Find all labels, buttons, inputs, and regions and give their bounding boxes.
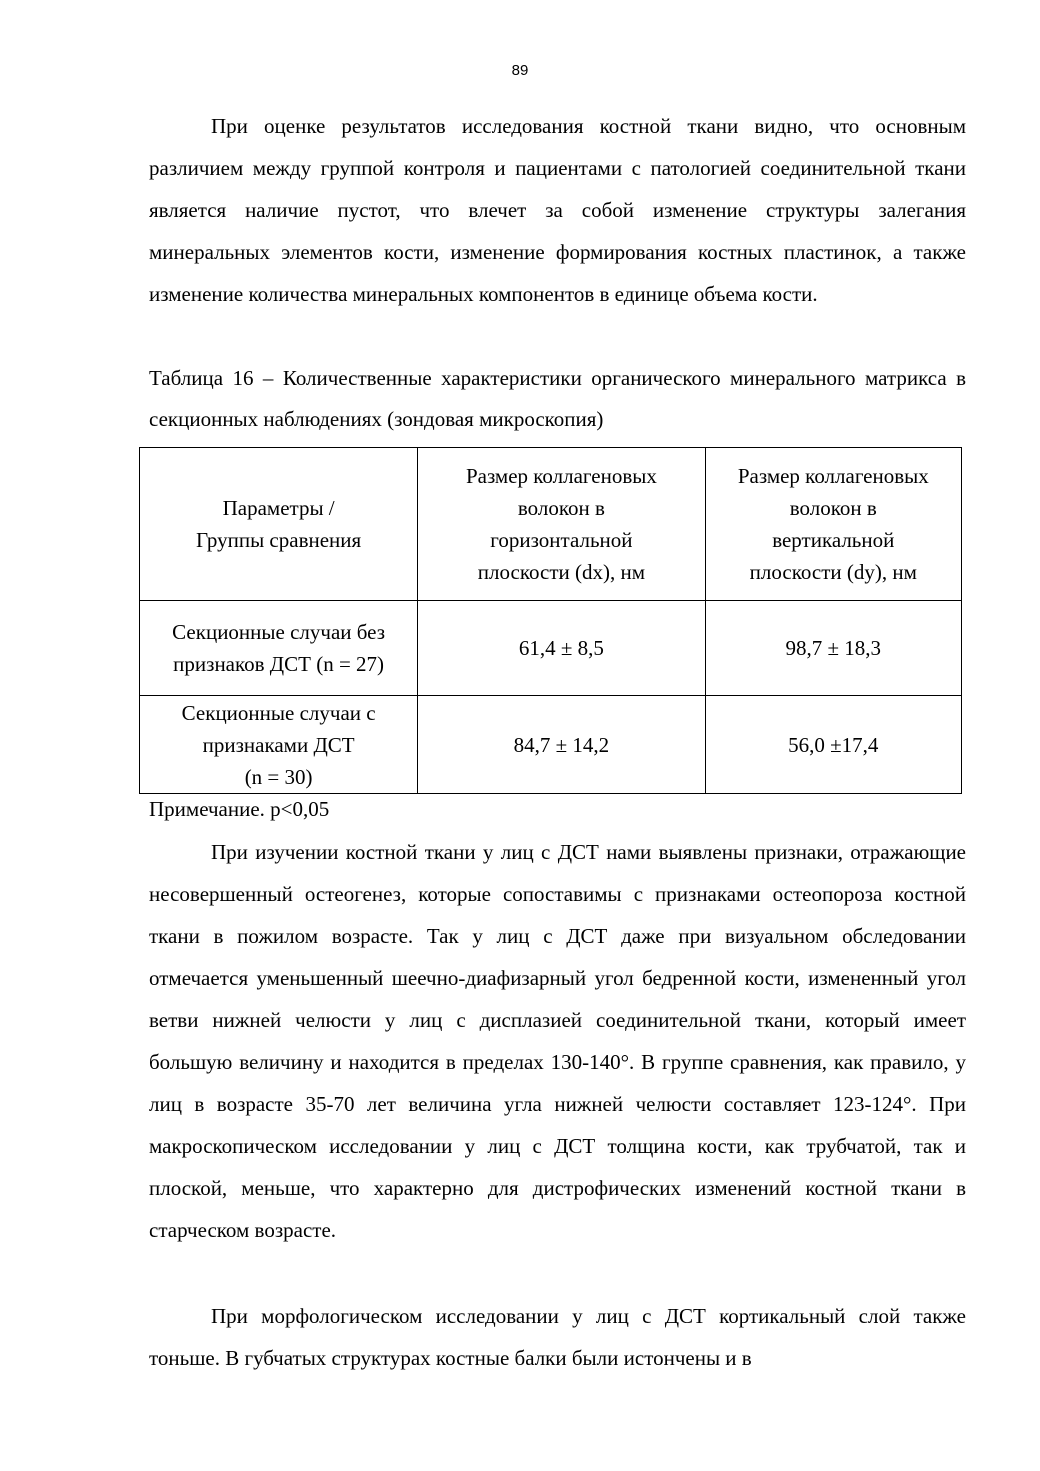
paragraph-1: При оценке результатов исследования костной ткани видно, что основным различием между группой контроля и пациентами с патологией соединительной ткани является наличие пустот, что влечет за собой изменение структуры залегания минеральных элементов кости, изменение формирования костных пластинок, а также изменение количества минеральных компонентов в единице объема кости. xyxy=(149,114,966,306)
paragraph-2: При изучении костной ткани у лиц с ДСТ нами выявлены признаки, отражающие несовершенный остеогенез, которые сопоставимы с признаками остеопороза костной ткани в пожилом возрасте. Так у лиц с ДСТ даже при визуальном обследовании отмечается уменьшенный шеечно-диафизарный угол бедренной кости, измененный угол ветви нижней челюсти у лиц с дисплазией соединительной ткани, который имеет большую величину и находится в пределах 130-140°. В группе сравнения, как правило, у лиц в возрасте 35-70 лет величина угла нижней челюсти составляет 123-124°. При макроскопическом исследовании у лиц с ДСТ толщина кости, как трубчатой, так и плоской, меньше, что характерно для дистрофических изменений костной ткани в старческом возрасте. xyxy=(149,840,966,1242)
table-row xyxy=(140,601,962,696)
row1-dy: 98,7 ± 18,3 xyxy=(705,601,961,696)
table-row xyxy=(140,696,962,794)
table-note: Примечание. p<0,05 xyxy=(149,797,330,821)
header-dy: Размер коллагеновых волокон в вертикальной плоскости (dy), нм xyxy=(705,448,961,601)
row1-dx: 61,4 ± 8,5 xyxy=(418,601,705,696)
header-parameters: Параметры / Группы сравнения xyxy=(140,448,418,601)
header-dx: Размер коллагеновых волокон в горизонтальной плоскости (dx), нм xyxy=(418,448,705,601)
data-table xyxy=(139,447,962,794)
row2-dy: 56,0 ±17,4 xyxy=(705,696,961,794)
row1-group: Секционные случаи без признаков ДСТ (n = 27) xyxy=(140,601,418,696)
row2-group: Секционные случаи с признаками ДСТ (n = 30) xyxy=(140,696,418,794)
paragraph-3: При морфологическом исследовании у лиц с ДСТ кортикальный слой также тоньше. В губчатых структурах костные балки были истончены и в xyxy=(149,1304,966,1370)
page-number: 89 xyxy=(511,62,529,79)
table-caption: Таблица 16 – Количественные характеристики органического минерального матрикса в секционных наблюдениях (зондовая микроскопия) xyxy=(149,366,966,431)
row2-dx: 84,7 ± 14,2 xyxy=(418,696,705,794)
table-header-row xyxy=(140,448,962,601)
